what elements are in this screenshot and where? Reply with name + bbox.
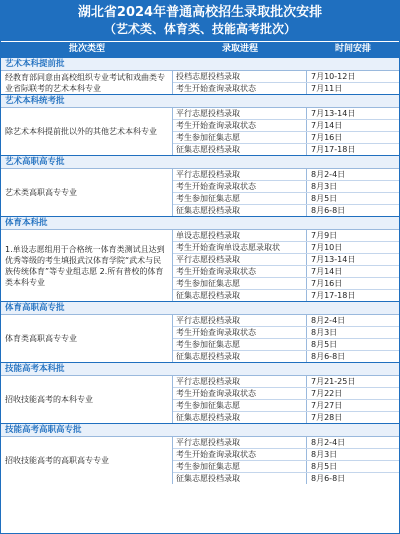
time-cell: 7月13-14日 bbox=[311, 255, 356, 264]
time-cell: 8月2-4日 bbox=[311, 170, 346, 179]
process-cell: 考生参加征集志愿 bbox=[173, 339, 307, 350]
process-rows bbox=[173, 108, 399, 155]
process-rows bbox=[173, 169, 399, 216]
time-cell: 8月2-4日 bbox=[311, 438, 346, 447]
time-cell: 7月9日 bbox=[311, 231, 338, 240]
time-cell: 8月3日 bbox=[311, 328, 338, 337]
table-body bbox=[1, 57, 399, 484]
table-row bbox=[173, 411, 399, 423]
process-cell: 考生开始查询录取状态 bbox=[173, 83, 307, 94]
process-cell: 考生参加征集志愿 bbox=[173, 193, 307, 204]
process-cell: 考生参加征集志愿 bbox=[173, 400, 307, 411]
batch-group bbox=[1, 375, 399, 423]
header-process: 录取进程 bbox=[221, 44, 258, 54]
time-cell: 8月3日 bbox=[311, 450, 338, 459]
time-cell: 7月21-25日 bbox=[311, 377, 356, 386]
table-row bbox=[173, 119, 399, 131]
section-title: 技能高考高职高专批 bbox=[1, 423, 399, 436]
table-row bbox=[173, 169, 399, 180]
process-cell: 考生参加征集志愿 bbox=[173, 132, 307, 143]
process-cell: 征集志愿投档录取 bbox=[173, 144, 307, 155]
time-cell: 7月14日 bbox=[311, 267, 343, 276]
batch-group bbox=[1, 70, 399, 94]
time-cell: 7月28日 bbox=[311, 413, 343, 422]
table-row bbox=[173, 265, 399, 277]
time-cell: 7月22日 bbox=[311, 389, 343, 398]
time-cell: 7月14日 bbox=[311, 121, 343, 130]
table-row bbox=[173, 448, 399, 460]
process-cell: 单设志愿投档录取 bbox=[173, 230, 307, 241]
process-rows bbox=[173, 315, 399, 362]
time-cell: 8月6-8日 bbox=[311, 352, 346, 361]
table-row bbox=[173, 460, 399, 472]
batch-group bbox=[1, 436, 399, 484]
time-cell: 8月5日 bbox=[311, 462, 338, 471]
process-rows bbox=[173, 230, 399, 301]
table-row bbox=[173, 131, 399, 143]
process-cell: 考生开始查询单设志愿录取状 bbox=[173, 242, 307, 253]
time-cell: 8月6-8日 bbox=[311, 206, 346, 215]
section-title: 艺术本科统考批 bbox=[1, 94, 399, 107]
table-row bbox=[173, 376, 399, 387]
table-row bbox=[173, 472, 399, 484]
table-row bbox=[173, 289, 399, 301]
process-cell: 征集志愿投档录取 bbox=[173, 473, 307, 484]
process-cell: 平行志愿投档录取 bbox=[173, 437, 307, 448]
time-cell: 7月16日 bbox=[311, 279, 343, 288]
time-cell: 7月11日 bbox=[311, 84, 343, 93]
batch-group bbox=[1, 314, 399, 362]
process-cell: 考生开始查询录取状态 bbox=[173, 388, 307, 399]
title-line-1: 湖北省2024年普通高校招生录取批次安排 bbox=[77, 5, 323, 20]
batch-description: 招收技能高考的本科专业 bbox=[1, 376, 173, 423]
table-row bbox=[173, 82, 399, 94]
process-cell: 征集志愿投档录取 bbox=[173, 351, 307, 362]
header-batch-type: 批次类型 bbox=[68, 44, 105, 54]
process-cell: 考生开始查询录取状态 bbox=[173, 449, 307, 460]
process-cell: 平行志愿投档录取 bbox=[173, 108, 307, 119]
time-cell: 7月10-12日 bbox=[311, 72, 356, 81]
table-row bbox=[173, 143, 399, 155]
section-title: 体育高职高专批 bbox=[1, 301, 399, 314]
process-cell: 平行志愿投档录取 bbox=[173, 169, 307, 180]
batch-description: 1.单设志愿组用于合格统一体育类测试且达到优秀等级的考生填报武汉体育学院“武术与民族传统体育”等专业组志愿 2.所有普校的体育类本科专业 bbox=[1, 230, 173, 301]
time-cell: 7月27日 bbox=[311, 401, 343, 410]
table-row bbox=[173, 277, 399, 289]
process-cell: 平行志愿投档录取 bbox=[173, 254, 307, 265]
table-row bbox=[173, 230, 399, 241]
time-cell: 7月17-18日 bbox=[311, 291, 356, 300]
process-cell: 考生开始查询录取状态 bbox=[173, 181, 307, 192]
section-title: 艺术本科提前批 bbox=[1, 57, 399, 70]
batch-description: 体育类高职高专专业 bbox=[1, 315, 173, 362]
section-title: 体育本科批 bbox=[1, 216, 399, 229]
time-cell: 8月3日 bbox=[311, 182, 338, 191]
table-row bbox=[173, 108, 399, 119]
process-cell: 征集志愿投档录取 bbox=[173, 205, 307, 216]
table-row bbox=[173, 180, 399, 192]
batch-group bbox=[1, 107, 399, 155]
section-title: 艺术高职高专批 bbox=[1, 155, 399, 168]
process-rows bbox=[173, 376, 399, 423]
table-row bbox=[173, 241, 399, 253]
process-cell: 征集志愿投档录取 bbox=[173, 412, 307, 423]
table-row bbox=[173, 387, 399, 399]
table-row bbox=[173, 338, 399, 350]
table-row bbox=[173, 437, 399, 448]
table-row bbox=[173, 253, 399, 265]
title-line-2: （艺术类、体育类、技能高考批次） bbox=[103, 22, 296, 36]
time-cell: 7月16日 bbox=[311, 133, 343, 142]
process-cell: 投档志愿投档录取 bbox=[173, 71, 307, 82]
process-rows bbox=[173, 437, 399, 484]
process-cell: 考生开始查询录取状态 bbox=[173, 266, 307, 277]
column-headers bbox=[1, 41, 399, 57]
table-row bbox=[173, 71, 399, 82]
header-time: 时间安排 bbox=[334, 44, 371, 54]
batch-description: 除艺术本科提前批以外的其他艺术本科专业 bbox=[1, 108, 173, 155]
time-cell: 7月17-18日 bbox=[311, 145, 356, 154]
batch-group bbox=[1, 229, 399, 301]
process-cell: 考生参加征集志愿 bbox=[173, 278, 307, 289]
process-cell: 平行志愿投档录取 bbox=[173, 376, 307, 387]
time-cell: 8月6-8日 bbox=[311, 474, 346, 483]
process-cell: 平行志愿投档录取 bbox=[173, 315, 307, 326]
table-row bbox=[173, 315, 399, 326]
time-cell: 8月5日 bbox=[311, 340, 338, 349]
process-cell: 考生开始查询录取状态 bbox=[173, 327, 307, 338]
table-row bbox=[173, 326, 399, 338]
process-cell: 征集志愿投档录取 bbox=[173, 290, 307, 301]
table-title bbox=[1, 1, 399, 41]
process-cell: 考生参加征集志愿 bbox=[173, 461, 307, 472]
batch-description: 艺术类高职高专专业 bbox=[1, 169, 173, 216]
time-cell: 7月10日 bbox=[311, 243, 343, 252]
time-cell: 8月5日 bbox=[311, 194, 338, 203]
process-cell: 考生开始查询录取状态 bbox=[173, 120, 307, 131]
batch-group bbox=[1, 168, 399, 216]
batch-description: 招收技能高考的高职高专专业 bbox=[1, 437, 173, 484]
section-title: 技能高考本科批 bbox=[1, 362, 399, 375]
process-rows bbox=[173, 71, 399, 94]
time-cell: 8月2-4日 bbox=[311, 316, 346, 325]
batch-description: 经教育部同意由高校组织专业考试和戏曲类专业省际联考的艺术本科专业 bbox=[1, 71, 173, 94]
time-cell: 7月13-14日 bbox=[311, 109, 356, 118]
table-row bbox=[173, 204, 399, 216]
table-row bbox=[173, 350, 399, 362]
table-row bbox=[173, 399, 399, 411]
table-row bbox=[173, 192, 399, 204]
